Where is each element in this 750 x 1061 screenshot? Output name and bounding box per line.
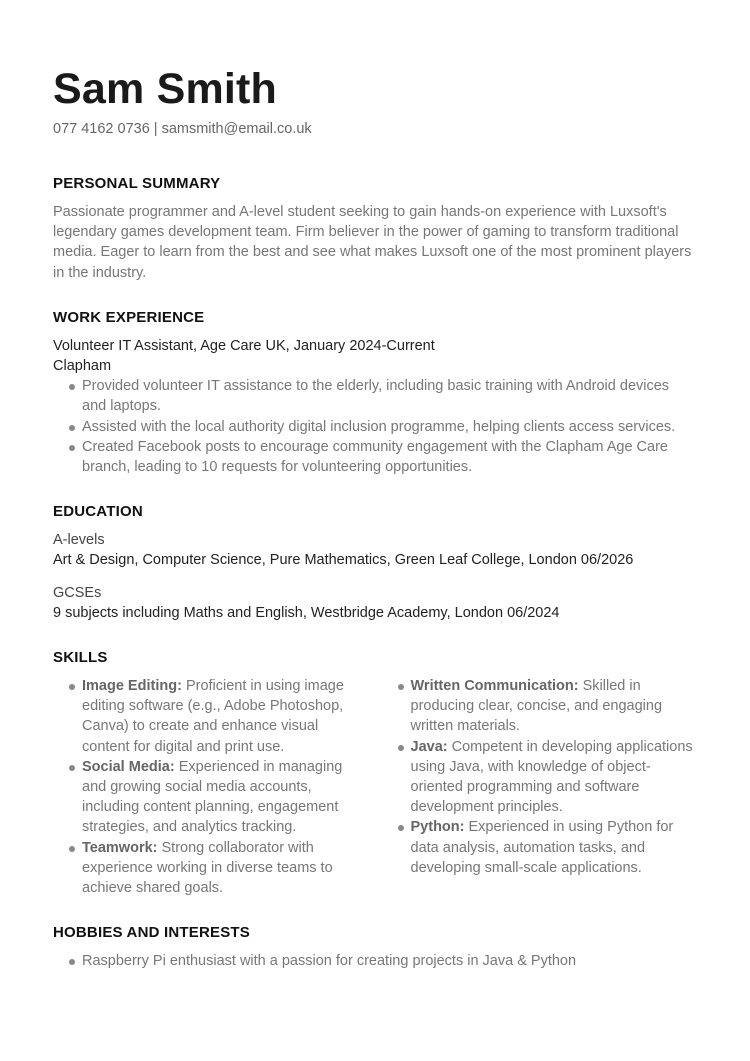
list-item: Created Facebook posts to encourage community engagement with the Clapham Age Care branch, leading to 10 requests for volunteering opportunities. [53, 437, 697, 477]
skill-name: Teamwork: [82, 839, 158, 856]
skills-section [53, 649, 697, 898]
list-item [382, 737, 698, 818]
list-item [53, 757, 369, 838]
list-item: Raspberry Pi enthusiast with a passion for creating projects in Java & Python [53, 951, 697, 971]
skill-name: Written Communication: [410, 678, 579, 695]
section-title-summary: PERSONAL SUMMARY [53, 175, 221, 192]
list-item [53, 676, 369, 757]
personal-summary-section [53, 175, 697, 283]
qualification-detail: Art & Design, Computer Science, Pure Mathematics, Green Leaf College, London 06/2026 [53, 552, 634, 569]
skills-grid [53, 676, 697, 898]
job-location: Clapham [53, 358, 112, 375]
skill-name: Java: [410, 738, 448, 755]
qualification-detail: 9 subjects including Maths and English, Westbridge Academy, London 06/2024 [53, 604, 560, 621]
list-item: Assisted with the local authority digital inclusion programme, helping clients access services. [53, 417, 697, 437]
skill-desc: Proficient in using image editing software (e.g., Adobe Photoshop, Canva) to create and enhance visual content for digital and print use. [82, 678, 344, 755]
qualification: GCSEs [53, 584, 102, 601]
section-title-education: EDUCATION [53, 503, 143, 521]
section-title-work: WORK EXPERIENCE [53, 308, 205, 326]
candidate-name: Sam Smith [53, 65, 278, 113]
skill-desc: Competent in developing applications using Java, with knowledge of object-oriented programming and software development principles. [410, 738, 693, 816]
skill-name: Image Editing: [82, 678, 182, 695]
section-title-hobbies: HOBBIES AND INTERESTS [53, 924, 250, 942]
skills-list-right [382, 676, 698, 878]
summary-text: Passionate programmer and A-level student seeking to gain hands-on experience with Luxsoft's legendary games development team. Firm believer in the power of gaming to transform traditional media. Eager to learn from the best and see what makes Luxsoft one of the most prominent players in the industry. [53, 204, 692, 281]
work-bullet-list [53, 376, 697, 477]
skill-desc: Strong collaborator with experience working in diverse teams to achieve shared goals. [82, 839, 333, 897]
job-role: Volunteer IT Assistant, Age Care UK, January 2024-Current [53, 337, 435, 354]
education-section [53, 503, 697, 623]
skill-name: Python: [410, 819, 465, 836]
skill-desc: Skilled in producing clear, concise, and engaging written materials. [410, 678, 663, 735]
education-entry [53, 583, 697, 623]
qualification: A-levels [53, 532, 105, 549]
contact-details: 077 4162 0736 | samsmith@email.co.uk [53, 121, 312, 137]
skill-name: Social Media: [82, 758, 175, 775]
hobbies-section [53, 924, 697, 971]
education-entry [53, 530, 697, 570]
work-experience-section [53, 309, 697, 477]
skill-desc: Experienced in managing and growing social media accounts, including content planning, engagement strategies, and analytics tracking. [82, 758, 343, 836]
list-item: Provided volunteer IT assistance to the elderly, including basic training with Android devices and laptops. [53, 376, 697, 416]
skills-list-left [53, 676, 369, 898]
hobbies-list [53, 951, 697, 971]
list-item [382, 676, 698, 737]
skills-column-left [53, 676, 369, 898]
list-item [53, 838, 369, 899]
skills-column-right [382, 676, 698, 898]
list-item [382, 817, 698, 878]
section-title-skills: SKILLS [53, 649, 108, 667]
skill-desc: Experienced in using Python for data analysis, automation tasks, and developing small-scale applications. [410, 819, 674, 876]
